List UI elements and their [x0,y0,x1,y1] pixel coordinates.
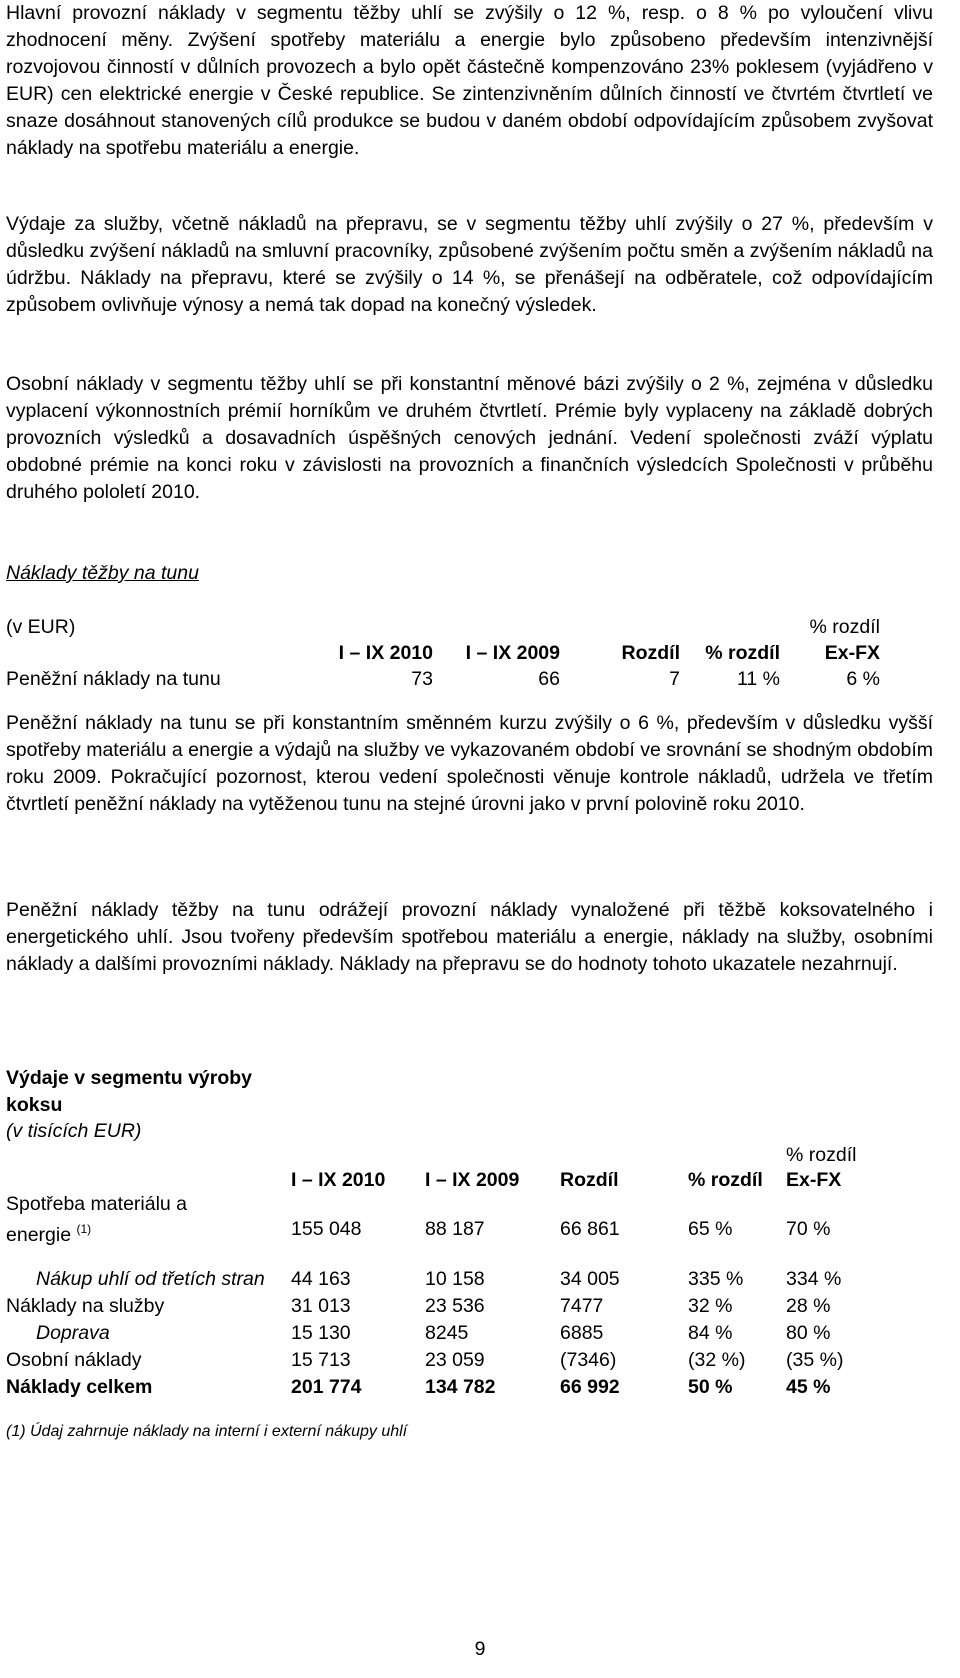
table2-col-2009: I – IX 2009 [425,1169,520,1191]
table1-col-2010: I – IX 2010 [338,642,433,664]
table2-cell: 15 713 [291,1349,351,1371]
table2-title-cont: koksu [6,1094,63,1116]
paragraph-cash-costs: Peněžní náklady na tunu se při konstantním směnném kurzu zvýšily o 6 %, především v důsledku vyšší spotřeby materiálu a energie a výdajů na služby ve vykazovaném období ve srovnání se shodným obdobím roku 2009. Pokračující pozornost, kterou vedení společnosti věnuje kontrole nákladů, udržela ve třetím čtvrtletí peněžní náklady na vytěženou tunu na stejné úrovni jako v první polovině roku 2010. [6,712,933,815]
table1-row-label: Peněžní náklady na tunu [6,668,221,690]
table2-cell: (35 %) [786,1349,844,1371]
table1-cell: 66 [538,668,560,690]
table2-col-fx-top: % rozdíl [786,1144,857,1166]
table1-col-pct: % rozdíl [705,642,780,664]
table2-row-label-cont: energie $^{(1)}$ [6,1222,92,1246]
table2-cell: 44 163 [291,1268,351,1290]
table1-col-2009: I – IX 2009 [465,642,560,664]
table2-cell: 8245 [425,1322,469,1344]
table2-row-label-total: Náklady celkem [6,1376,153,1398]
table2-cell: 32 % [688,1295,733,1317]
table2-cell: 65 % [688,1218,733,1240]
table2-cell: 66 861 [560,1218,620,1240]
table2-cell: (7346) [560,1349,617,1371]
table2-title: Výdaje v segmentu výroby [6,1067,253,1089]
paragraph-personnel: Osobní náklady v segmentu těžby uhlí se při konstantní měnové bázi zvýšily o 2 %, zejména v důsledku vyplacení výkonnostních prémií horníkům ve druhém čtvrtletí. Prémie byly vyplaceny na základě dobrých provozních výsledků a dosavadních úspěšných cenových jednání. Vedení společnosti zváží výplatu obdobné prémie na konci roku v závislosti na provozních a finančních výsledcích Společnosti v průběhu druhého pololetí 2010. [6,373,933,503]
table2-row-label: Doprava [36,1322,110,1344]
table2-row-label: Spotřeba materiálu a [6,1193,188,1215]
table2-cell-total: 134 782 [425,1376,496,1398]
page-number: 9 [474,1638,486,1660]
table1-heading: Náklady těžby na tunu [6,562,199,584]
table1-cell: 11 % [737,668,780,690]
table2-cell-total: 201 774 [291,1376,362,1398]
table2-cell: 70 % [786,1218,831,1240]
table1-cell: 73 [411,668,433,690]
table2-col-diff: Rozdíl [560,1169,619,1191]
table2-cell: 334 % [786,1268,842,1290]
table2-col-pct: % rozdíl [688,1169,763,1191]
table2-col-fx: Ex-FX [786,1169,842,1191]
table2-unit: (v tisících EUR) [6,1120,142,1142]
table1-cell: 7 [669,668,680,690]
table2-cell: 31 013 [291,1295,351,1317]
table2-cell: 80 % [786,1322,831,1344]
table2-cell-total: 66 992 [560,1376,620,1398]
table2-cell: 10 158 [425,1268,485,1290]
table2-cell: 28 % [786,1295,831,1317]
table2-footnote: (1) Údaj zahrnuje náklady na interní i externí nákupy uhlí [6,1423,408,1440]
table2-cell: 23 536 [425,1295,485,1317]
table2-cell: 84 % [688,1322,733,1344]
table2-cell: (32 %) [688,1349,746,1371]
table2-cell: 15 130 [291,1322,351,1344]
table2-col-2010: I – IX 2010 [291,1169,386,1191]
paragraph-cash-costs-definition: Peněžní náklady těžby na tunu odrážejí provozní náklady vynaložené při těžbě koksovatelného i energetického uhlí. Jsou tvořeny především spotřebou materiálu a energie, náklady na služby, osobními náklady a dalšími provozními náklady. Náklady na přepravu se do hodnoty tohoto ukazatele nezahrnují. [6,899,933,975]
table2-cell-total: 45 % [786,1376,831,1398]
table1-col-fx: Ex-FX [824,642,880,664]
table2-cell: 6885 [560,1322,604,1344]
paragraph-mining-costs: Hlavní provozní náklady v segmentu těžby uhlí se zvýšily o 12 %, resp. o 8 % po vyloučení vlivu zhodnocení měny. Zvýšení spotřeby materiálu a energie bylo způsobeno především intenzivnější rozvojovou činností v důlních provozech a bylo opět částečně kompenzováno 23% poklesem (vyjádřeno v EUR) cen elektrické energie v České republice. Se zintenzivněním důlních činností ve čtvrtém čtvrtletí ve snaze dosáhnout stanovených cílů produkce se budou v daném období odpovídajícím způsobem zvyšovat náklady na spotřebu materiálu a energie. [6,2,933,159]
table2-cell: 23 059 [425,1349,485,1371]
table2-cell: 335 % [688,1268,744,1290]
table2-row-label: Nákup uhlí od třetích stran [36,1268,265,1290]
table1-unit: (v EUR) [6,616,76,638]
table2-cell-total: 50 % [688,1376,733,1398]
table1-col-diff: Rozdíl [621,642,680,664]
table2-cell: 88 187 [425,1218,485,1240]
table2-row-label: Osobní náklady [6,1349,142,1371]
table2-cell: 34 005 [560,1268,620,1290]
table2-cell: 155 048 [291,1218,362,1240]
table2-row-label: Náklady na služby [6,1295,165,1317]
table1-col-fx-top: % rozdíl [809,616,880,638]
footnote-marker: (1) [76,1222,92,1236]
table2-cell: 7477 [560,1295,604,1317]
paragraph-services: Výdaje za služby, včetně nákladů na přepravu, se v segmentu těžby uhlí zvýšily o 27 %, především v důsledku zvýšení nákladů na smluvní pracovníky, způsobené zvýšením počtu směn a zvýšením nákladů na údržbu. Náklady na přepravu, které se zvýšily o 14 %, se přenášejí na odběratele, což odpovídajícím způsobem ovlivňuje výnosy a nemá tak dopad na konečný výsledek. [6,213,933,316]
table1-cell: 6 % [846,668,880,690]
